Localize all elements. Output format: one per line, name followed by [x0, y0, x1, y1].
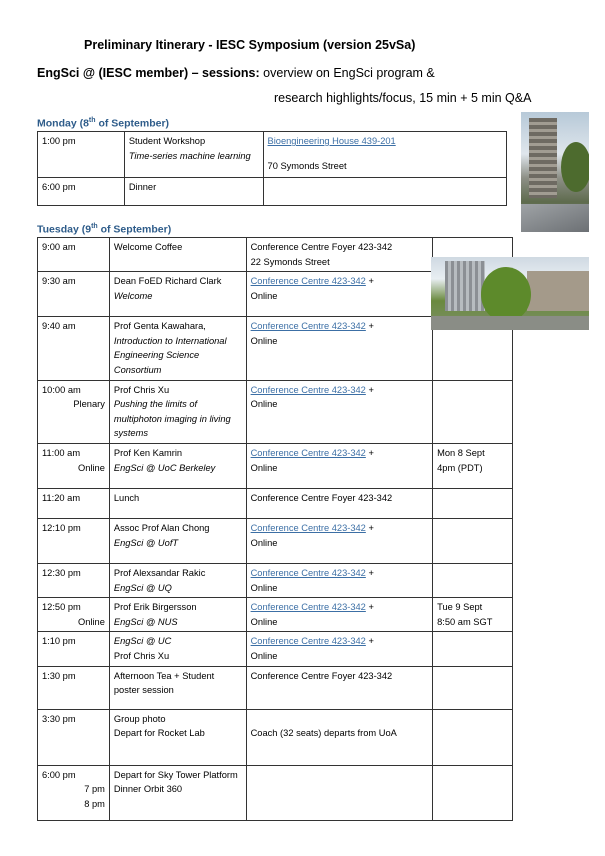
event-cell: Depart for Sky Tower Platform Dinner Orbit 360: [109, 765, 246, 820]
venue-link[interactable]: Conference Centre 423-342: [250, 567, 366, 578]
venue-cell: Conference Centre Foyer 423-342: [246, 666, 433, 709]
venue-link[interactable]: Bioengineering House 439-201: [267, 136, 396, 146]
venue-link[interactable]: Conference Centre 423-342: [250, 384, 366, 395]
table-row: [38, 598, 513, 632]
venue-cell: Conference Centre 423-342 + Online: [246, 563, 433, 597]
event-cell: Prof Erik Birgersson EngSci @ NUS: [109, 598, 246, 632]
event-cell: Dinner: [124, 178, 263, 206]
table-row: [38, 563, 513, 597]
venue-cell: Conference Centre 423-342 + Online: [246, 380, 433, 443]
bioengineering-house-photo: [521, 112, 589, 232]
event-cell: Prof Ken Kamrin EngSci @ UoC Berkeley: [109, 443, 246, 488]
event-cell: Prof Genta Kawahara, Introduction to International Engineering Science Consortium: [109, 317, 246, 380]
time-cell: 12:50 pm Online: [38, 598, 110, 632]
event-cell: Welcome Coffee: [109, 238, 246, 272]
conference-centre-photo: [431, 257, 589, 330]
time-cell: 6:00 pm: [38, 178, 125, 206]
event-cell: Afternoon Tea + Student poster session: [109, 666, 246, 709]
venue-link[interactable]: Conference Centre 423-342: [250, 321, 366, 332]
monday-heading: Monday (8th of September): [37, 117, 170, 130]
event-cell: Dean FoED Richard Clark Welcome: [109, 272, 246, 317]
document-title: Preliminary Itinerary - IESC Symposium (version 25vSa): [84, 38, 416, 52]
venue-link[interactable]: Conference Centre 423-342: [250, 602, 366, 613]
time-cell: 9:00 am: [38, 238, 110, 272]
event-cell: Student Workshop Time-series machine learning: [124, 132, 263, 178]
subtitle-bold: EngSci @ (IESC member) – sessions:: [37, 66, 260, 80]
time-cell: 6:00 pm 7 pm 8 pm: [38, 765, 110, 820]
venue-cell: Conference Centre Foyer 423-342 22 Symonds Street: [246, 238, 433, 272]
note-cell: [433, 709, 513, 765]
table-row: [38, 178, 507, 206]
time-cell: 9:40 am: [38, 317, 110, 380]
venue-link[interactable]: Conference Centre 423-342: [250, 447, 366, 458]
venue-cell: Conference Centre 423-342 + Online: [246, 598, 433, 632]
time-cell: 1:30 pm: [38, 666, 110, 709]
table-row: [38, 666, 513, 709]
venue-cell: Conference Centre 423-342 + Online: [246, 317, 433, 380]
table-row: [38, 632, 513, 666]
note-cell: [433, 518, 513, 563]
table-row: [38, 488, 513, 518]
time-cell: 11:20 am: [38, 488, 110, 518]
time-cell: 1:00 pm: [38, 132, 125, 178]
tuesday-heading: Tuesday (9th of September): [37, 223, 172, 236]
note-cell: [433, 765, 513, 820]
table-row: [38, 709, 513, 765]
subtitle-rest: overview on EngSci program &: [259, 66, 435, 80]
venue-cell: [246, 765, 433, 820]
event-cell: Lunch: [109, 488, 246, 518]
venue-cell: [263, 178, 506, 206]
time-cell: 1:10 pm: [38, 632, 110, 666]
venue-link[interactable]: Conference Centre 423-342: [250, 636, 366, 647]
venue-cell: Conference Centre 423-342 + Online: [246, 443, 433, 488]
venue-cell: Coach (32 seats) departs from UoA: [246, 709, 433, 765]
note-cell: Mon 8 Sept 4pm (PDT): [433, 443, 513, 488]
table-row: [38, 443, 513, 488]
monday-schedule-table: [37, 131, 507, 206]
time-cell: 9:30 am: [38, 272, 110, 317]
event-cell: Prof Alexsandar Rakic EngSci @ UQ: [109, 563, 246, 597]
table-row: [38, 765, 513, 820]
note-cell: [433, 380, 513, 443]
venue-cell: Conference Centre Foyer 423-342: [246, 488, 433, 518]
event-cell: Prof Chris Xu Pushing the limits of multiphoton imaging in living systems: [109, 380, 246, 443]
table-row: [38, 518, 513, 563]
note-cell: [433, 488, 513, 518]
note-cell: [433, 563, 513, 597]
note-cell: Tue 9 Sept 8:50 am SGT: [433, 598, 513, 632]
event-cell: Group photo Depart for Rocket Lab: [109, 709, 246, 765]
venue-cell: Conference Centre 423-342 + Online: [246, 518, 433, 563]
venue-cell: Conference Centre 423-342 + Online: [246, 632, 433, 666]
venue-cell: Conference Centre 423-342 + Online: [246, 272, 433, 317]
event-cell: EngSci @ UC Prof Chris Xu: [109, 632, 246, 666]
note-cell: [433, 632, 513, 666]
time-cell: 3:30 pm: [38, 709, 110, 765]
event-cell: Assoc Prof Alan Chong EngSci @ UofT: [109, 518, 246, 563]
time-cell: 12:10 pm: [38, 518, 110, 563]
venue-cell: Bioengineering House 439-201 70 Symonds Street: [263, 132, 506, 178]
venue-link[interactable]: Conference Centre 423-342: [250, 522, 366, 533]
table-row: [38, 380, 513, 443]
venue-link[interactable]: Conference Centre 423-342: [250, 276, 366, 287]
time-cell: 11:00 am Online: [38, 443, 110, 488]
note-cell: [433, 666, 513, 709]
table-row: [38, 132, 507, 178]
subtitle-line-2: research highlights/focus, 15 min + 5 min Q&A: [274, 91, 532, 105]
time-cell: 10:00 am Plenary: [38, 380, 110, 443]
time-cell: 12:30 pm: [38, 563, 110, 597]
subtitle-line-1: [37, 66, 435, 80]
